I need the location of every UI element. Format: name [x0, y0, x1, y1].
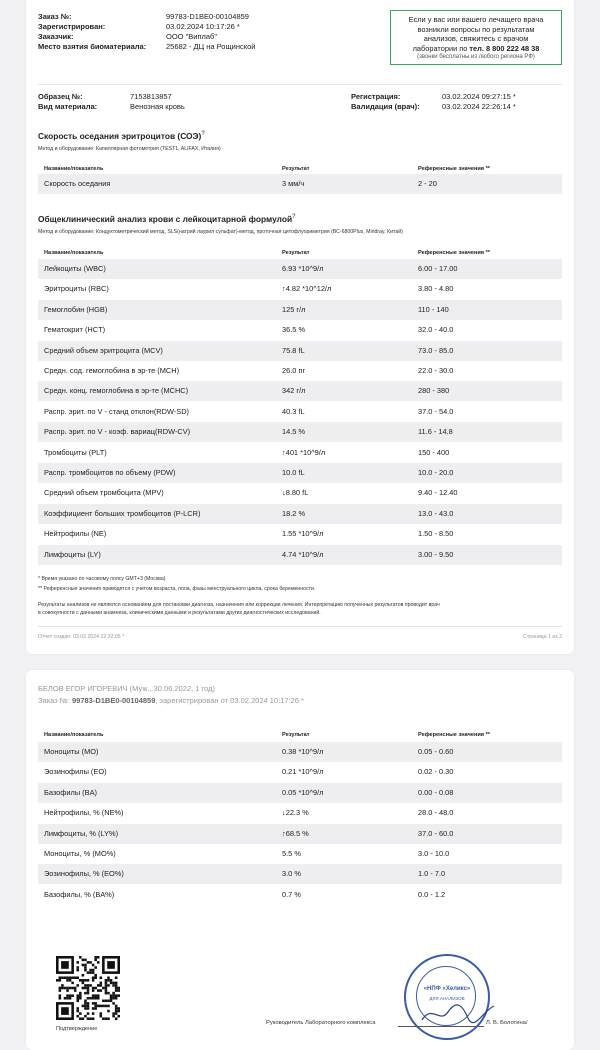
test-name: Нейтрофилы (NE) [44, 529, 107, 539]
test-reference: 10.0 - 20.0 [418, 468, 454, 477]
divider [38, 626, 562, 627]
test-result [282, 361, 305, 381]
result-value: 40.3 fL [282, 406, 305, 416]
result-flag-icon: ↑ [282, 284, 286, 294]
test-reference: 13.0 - 43.0 [418, 508, 454, 518]
test-reference: 22.0 - 30.0 [418, 366, 454, 375]
test-reference: 150 - 400 [418, 447, 450, 457]
test-result [282, 279, 331, 299]
result-flag-icon: ↓ [282, 488, 286, 498]
test-result [282, 844, 301, 864]
test-name: Тромбоциты (PLT) [44, 447, 107, 457]
footnote-ref: ** Референсные значения приводятся с учетом возраста, пола, фазы менструального цикла, срока беременности. [38, 586, 316, 592]
table-row [38, 885, 562, 905]
handwritten-signature [418, 1000, 498, 1026]
test-result [282, 341, 305, 361]
result-flag-icon: ↑ [282, 828, 286, 838]
test-result [282, 300, 305, 320]
test-reference: 1.0 - 7.0 [418, 869, 446, 879]
table-row [38, 483, 562, 503]
signer-name: Л. В. Болотина/ [486, 1020, 528, 1026]
test-reference: 0.02 - 0.30 [418, 767, 454, 777]
test-result [282, 443, 325, 463]
esr-method: Метод и оборудование: Капиллярная фотометрия (TEST1, ALIFAX, Италия) [38, 146, 221, 152]
contact-line: Если у вас или вашего лечащего врача [408, 15, 544, 24]
test-name: Базофилы (BA) [44, 787, 97, 797]
test-name: Моноциты (MO) [44, 747, 99, 756]
page-number: Страница 1 из 2 [523, 634, 562, 640]
test-result [282, 259, 323, 279]
test-reference: 0.00 - 0.08 [418, 787, 454, 797]
test-name: Гемоглобин (HGB) [44, 304, 108, 314]
report-created: Отчет создан: 03.02.2024 22:32:05 * [38, 634, 125, 640]
material-label: Вид материала: [38, 102, 98, 111]
stamp-text: «НПФ «Хеликс» [423, 986, 471, 992]
test-reference: 32.0 - 40.0 [418, 325, 454, 335]
test-result [282, 483, 308, 503]
customer-label: Заказчик: [38, 32, 74, 41]
result-value: 14.5 % [282, 427, 306, 437]
test-name: Гематокрит (HCT) [44, 325, 106, 335]
table-row [38, 402, 562, 422]
test-result [282, 320, 305, 340]
table-row [38, 463, 562, 483]
test-reference: 3.80 - 4.80 [418, 284, 454, 294]
test-result [282, 524, 323, 544]
test-name: Средн. сод. гемоглобина в эр-те (MCH) [44, 366, 180, 375]
result-value: 36.5 % [282, 325, 306, 335]
test-name: Распр. эрит. по V - коэф. вариац(RDW-CV) [44, 427, 191, 437]
order-prefix: Заказ №: [38, 696, 72, 705]
test-result [282, 174, 304, 194]
result-flag-icon: ↑ [282, 447, 286, 457]
footnote-time: * Время указано по часовому поясу GMT+3 (Москва) [38, 576, 166, 582]
test-name: Скорость оседания [44, 179, 111, 188]
result-value: 125 г/л [282, 304, 306, 314]
table-row [38, 524, 562, 544]
report-page-2 [26, 670, 574, 1050]
table-row [38, 361, 562, 381]
test-reference: 0.05 - 0.60 [418, 747, 454, 756]
contact-line: анализов, свяжитесь с врачом [423, 34, 529, 43]
result-value: 8.80 fL [285, 488, 309, 498]
registration-label: Регистрация: [351, 92, 401, 101]
result-value: 4.74 *10^9/л [282, 549, 324, 559]
contact-line: возникли вопросы по результатам [417, 24, 535, 34]
validation-label: Валидация (врач): [351, 102, 420, 111]
test-name: Эозинофилы, % (EO%) [44, 869, 124, 879]
table-row [38, 259, 562, 279]
table-row [38, 341, 562, 361]
result-value: 1.55 *10^9/л [282, 529, 324, 539]
result-value: 0.21 *10^9/л [282, 767, 324, 777]
customer-value: ООО "Виплаб" [166, 32, 218, 41]
test-reference: 3.00 - 9.50 [418, 549, 454, 559]
col-name-header: Название/показатель [44, 166, 104, 172]
test-name: Лимфоциты (LY) [44, 549, 101, 559]
signature-label: Руководитель Лабораторного комплекса [266, 1020, 376, 1026]
table-row [38, 844, 562, 864]
test-result [282, 545, 323, 565]
cbc-title [38, 214, 295, 224]
test-reference: 9.40 - 12.40 [418, 488, 458, 498]
test-result [282, 381, 305, 401]
test-result [282, 504, 305, 524]
test-result [282, 422, 305, 442]
result-value: 6.93 *10^9/л [282, 264, 324, 273]
table-row [38, 279, 562, 299]
registration-value: 03.02.2024 09:27:15 * [442, 92, 516, 101]
table-row [38, 824, 562, 844]
test-name: Средний объем эритроцита (MCV) [44, 345, 163, 355]
result-value: 5.5 % [282, 849, 301, 858]
table-row [38, 422, 562, 442]
place-label: Место взятия биоматериала: [38, 42, 147, 51]
test-result [282, 742, 323, 762]
test-result [282, 783, 323, 803]
validation-value: 03.02.2024 22:26:14 * [442, 102, 516, 111]
esr-title-text: Скорость оседания эритроцитов (СОЭ) [38, 131, 202, 141]
test-reference: 37.0 - 60.0 [418, 828, 454, 838]
test-name: Средн. конц. гемоглобина в эр-те (MCHC) [44, 386, 189, 396]
test-reference: 1.50 - 8.50 [418, 529, 454, 539]
test-result [282, 402, 305, 422]
col-ref-header: Референсные значения ** [418, 250, 490, 256]
result-value: 0.7 % [282, 889, 301, 899]
table-row [38, 320, 562, 340]
test-result [282, 762, 323, 782]
table-row [38, 864, 562, 884]
contact-phone-line [391, 44, 561, 54]
test-name: Коэффициент больших тромбоцитов (P-LCR) [44, 508, 201, 518]
col-ref-header: Референсные значения ** [418, 166, 490, 172]
table-row [38, 783, 562, 803]
test-name: Средний объем тромбоцита (MPV) [44, 488, 164, 498]
test-reference: 37.0 - 54.0 [418, 406, 454, 416]
test-reference: 6.00 - 17.00 [418, 264, 458, 273]
test-name: Распр. эрит. по V - станд отклон(RDW-SD) [44, 406, 190, 416]
qr-caption: Подтверждение [56, 1026, 98, 1032]
test-result [282, 463, 305, 483]
divider [38, 84, 562, 85]
esr-title [38, 131, 205, 141]
result-value: 0.38 *10^9/л [282, 747, 324, 756]
test-name: Эозинофилы (EO) [44, 767, 107, 777]
test-result [282, 885, 301, 905]
col-result-header: Результат [282, 732, 310, 738]
disclaimer-line-2: в совокупности с данными анамнеза, клиническими данными и результатами других диагностических исследований. [38, 610, 321, 616]
col-result-header: Результат [282, 166, 310, 172]
result-value: 4.82 *10^12/л [285, 284, 332, 294]
result-value: 3.0 % [282, 869, 301, 879]
place-value: 25682 - ДЦ на Рощинской [166, 42, 256, 51]
stamp-subtext: ДЛЯ АНАЛИЗОВ [429, 996, 465, 1001]
test-name: Лейкоциты (WBC) [44, 264, 106, 273]
cbc-method: Метод и оборудование: Кондуктометрический метод, SLS(натрий лаурил сульфат)-метод, проточная цитофлуориметрия (BC-6800Plus, Mindray, Китай) [38, 229, 403, 235]
contact-note: (звонки бесплатны из любого региона РФ) [417, 54, 535, 60]
result-value: 401 *10^9/л [285, 447, 326, 457]
order-number: 99783-D1BE0-00104859 [166, 12, 249, 21]
table-row [38, 545, 562, 565]
cbc-title-text: Общеклинический анализ крови с лейкоцитарной формулой [38, 214, 293, 224]
registered-label: Зарегистрирован: [38, 22, 106, 31]
test-name: Базофилы, % (BA%) [44, 889, 115, 899]
result-value: 26.0 пг [282, 366, 306, 375]
result-value: 342 г/л [282, 386, 306, 396]
result-value: 75.8 fL [282, 345, 305, 355]
col-ref-header: Референсные значения ** [418, 732, 490, 738]
test-name: Моноциты, % (MO%) [44, 849, 116, 858]
result-value: 18.2 % [282, 508, 306, 518]
result-value: 68.5 % [285, 828, 309, 838]
table-row [38, 443, 562, 463]
col-name-header: Название/показатель [44, 732, 104, 738]
info-icon[interactable]: ? [292, 214, 296, 221]
sample-number: 7153813857 [130, 92, 172, 101]
table-row [38, 300, 562, 320]
result-value: 10.0 fL [282, 468, 305, 477]
test-reference: 73.0 - 85.0 [418, 345, 454, 355]
result-value: 0.05 *10^9/л [282, 787, 324, 797]
contact-phone-prefix: лаборатории по [412, 43, 470, 53]
patient-info: БЕЛОВ ЕГОР ИГОРЕВИЧ (Муж., 30.06.2022, 1 год) [38, 684, 216, 693]
lab-stamp [404, 954, 490, 1040]
test-reference: 11.6 - 14.8 [418, 427, 453, 437]
test-reference: 280 - 380 [418, 386, 450, 396]
test-name: Эритроциты (RBC) [44, 284, 109, 294]
disclaimer-line-1: Результаты анализов не являются основанием для постановки диагноза, назначения или коррекции лечения. Интерпретацию полученных результатов проводит врач [38, 602, 440, 608]
order-suffix: , зарегистрирован от 03.02.2024 10:17:26 * [155, 696, 304, 705]
material-value: Венозная кровь [130, 102, 185, 111]
test-name: Лимфоциты, % (LY%) [44, 828, 119, 838]
test-reference: 3.0 - 10.0 [418, 849, 450, 858]
order-label: Заказ №: [38, 12, 72, 21]
test-reference: 0.0 - 1.2 [418, 889, 446, 899]
sample-label: Образец №: [38, 92, 83, 101]
test-result [282, 864, 301, 884]
table-row [38, 742, 562, 762]
contact-box [390, 10, 562, 65]
table-row [38, 174, 562, 194]
test-name: Распр. тромбоцитов по объему (PDW) [44, 468, 176, 477]
table-row [38, 762, 562, 782]
result-flag-icon: ↓ [282, 808, 286, 818]
qr-code[interactable] [56, 956, 120, 1020]
result-value: 3 мм/ч [282, 179, 305, 188]
test-reference: 2 - 20 [418, 179, 437, 188]
contact-phone[interactable]: тел. 8 800 222 48 38 [469, 43, 540, 53]
table-row [38, 504, 562, 524]
info-icon[interactable]: ? [201, 131, 205, 138]
registered-value: 03.02.2024 10:17:26 * [166, 22, 240, 31]
page2-order-line [38, 696, 304, 706]
col-result-header: Результат [282, 250, 310, 256]
test-name: Нейтрофилы, % (NE%) [44, 808, 124, 818]
order-number: 99783-D1BE0-00104859 [71, 696, 156, 705]
report-page-1 [26, 0, 574, 654]
table-row [38, 381, 562, 401]
test-reference: 110 - 140 [418, 304, 449, 314]
table-row [38, 803, 562, 823]
col-name-header: Название/показатель [44, 250, 104, 256]
test-result [282, 803, 309, 823]
test-reference: 28.0 - 48.0 [418, 808, 454, 818]
test-result [282, 824, 309, 844]
result-value: 22.3 % [285, 808, 309, 818]
